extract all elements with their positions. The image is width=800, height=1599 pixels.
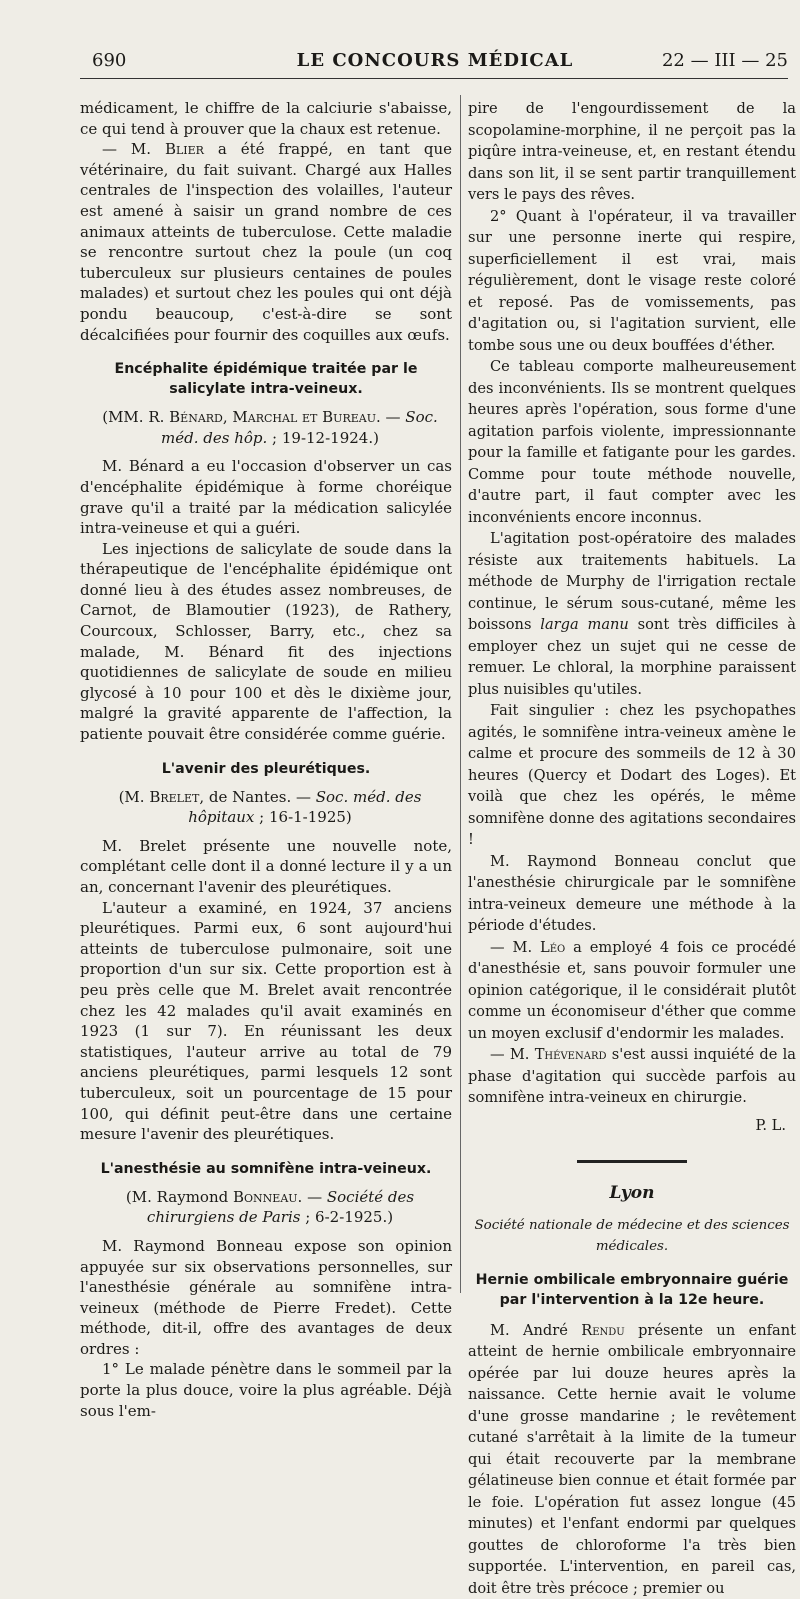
running-header <box>80 50 790 76</box>
author-name: Rendu <box>581 1322 624 1339</box>
header-rule <box>80 78 788 79</box>
journal-title: LE CONCOURS MÉDICAL <box>80 50 790 71</box>
section-heading: L'avenir des pleurétiques. <box>80 759 452 779</box>
society-name: Société nationale de médecine et des sciences médicales. <box>468 1215 796 1258</box>
paragraph: médicament, le chiffre de la calciurie s'abaisse, ce qui tend à prouver que la chaux est retenue. <box>80 98 452 139</box>
reference: (M. Raymond Bonneau. — Société des chirurgiens de Paris ; 6-2-1925.) <box>80 1187 452 1228</box>
paragraph: Fait singulier : chez les psychopathes agités, le somnifène intra-veineux amène le calme et procure des sommeils de 12 à 30 heures (Quercy et Dodart des Loges). Et voilà que chez les opérés, le même somnifène donne des agitations secondaires ! <box>468 700 796 851</box>
paragraph: Les injections de salicylate de soude dans la thérapeutique de l'encéphalite épidémique ont donné lieu à des études assez nombreuses, de Carnot, de Blamoutier (1923), de Rathery, Courcoux, Schlosser, Barry, etc., chez sa malade, M. Bénard fit des injections quotidiennes de salicylate de soude en milieu glycosé à 10 pour 100 et dès le dixième jour, malgré la gravité apparente de l'affection, la patiente pouvait être considérée comme guérie. <box>80 539 452 745</box>
section-separator <box>577 1160 687 1163</box>
paragraph: 1° Le malade pénètre dans le sommeil par la porte la plus douce, voire la plus agréable. Déjà sous l'em- <box>80 1359 452 1421</box>
paragraph: M. Bénard a eu l'occasion d'observer un cas d'encéphalite épidémique à forme choréique grave qu'il a traité par la médication salicylée intra-veineuse et qui a guéri. <box>80 456 452 538</box>
page-number: 690 <box>92 50 126 71</box>
section-heading: L'anesthésie au somnifène intra-veineux. <box>80 1159 452 1179</box>
section-heading: Hernie ombilicale embryonnaire guérie par l'intervention à la 12e heure. <box>468 1270 796 1310</box>
author-name: Léo <box>540 939 565 956</box>
author-name: Blier <box>165 140 204 158</box>
paragraph: — M. Léo a employé 4 fois ce procédé d'anesthésie et, sans pouvoir formuler une opinion catégorique, il le considérait plutôt comme un économiseur d'éther que comme un moyen exclusif d'endormir les malades. <box>468 937 796 1045</box>
paragraph: pire de l'engourdissement de la scopolamine-morphine, il ne perçoit pas la piqûre intra-veineuse, et, en restant étendu dans son lit, il se sent partir tranquillement vers le pays des rêves. <box>468 98 796 206</box>
signature: P. L. <box>468 1115 786 1137</box>
paragraph: M. Raymond Bonneau conclut que l'anesthésie chirurgicale par le somnifène intra-veineux demeure une méthode à la période d'études. <box>468 851 796 937</box>
right-column <box>468 98 796 1599</box>
paragraph: L'agitation post-opératoire des malades résiste aux traitements habituels. La méthode de Murphy de l'irrigation rectale continue, le sérum sous-cutané, même les boissons larga manu sont très difficiles à employer chez un sujet qui ne cesse de remuer. Le chloral, la morphine paraissent plus nuisibles qu'utiles. <box>468 528 796 700</box>
paragraph: — M. Thévenard s'est aussi inquiété de la phase d'agitation qui succède parfois au somnifène intra-veineux en chirurgie. <box>468 1044 796 1109</box>
left-column <box>80 98 452 1421</box>
city-heading: Lyon <box>468 1183 796 1205</box>
paragraph: 2° Quant à l'opérateur, il va travailler sur une personne inerte qui respire, superficiellement il est vrai, mais régulièrement, dont le visage reste coloré et reposé. Pas de vomissements, pas d'agitation ou, si l'agitation survient, elle tombe sous une ou deux bouffées d'éther. <box>468 206 796 357</box>
column-divider <box>460 95 461 1293</box>
paragraph: M. Brelet présente une nouvelle note, complétant celle dont il a donné lecture il y a un an, concernant l'avenir des pleurétiques. <box>80 836 452 898</box>
paragraph: M. André Rendu présente un enfant atteint de hernie ombilicale embryonnaire opérée par lui douze heures après la naissance. Cette hernie avait le volume d'une grosse mandarine ; le revêtement cutané s'arrêtait à la limite de la tumeur qui était recouverte par la membrane gélatineuse bien connue et était formée par le foie. L'opération fut assez longue (45 minutes) et l'enfant endormi par quelques gouttes de chloroforme l'a très bien supportée. L'intervention, en pareil cas, doit être très précoce ; premier ou <box>468 1320 796 1599</box>
section-heading: Encéphalite épidémique traitée par le salicylate intra-veineux. <box>80 359 452 399</box>
paragraph: L'auteur a examiné, en 1924, 37 anciens pleurétiques. Parmi eux, 6 sont aujourd'hui atteints de tuberculose pulmonaire, soit une proportion d'un sur six. Cette proportion est à peu près celle que M. Brelet avait rencontrée chez les 42 malades qu'il avait examinés en 1923 (1 sur 7). En réunissant les deux statistiques, l'auteur arrive au total de 79 anciens pleurétiques, parmi lesquels 12 sont tuberculeux, soit un pourcentage de 15 pour 100, qui définit peut-être dans une certaine mesure l'avenir des pleurétiques. <box>80 898 452 1145</box>
issue-date: 22 — III — 25 <box>662 50 788 71</box>
reference: (MM. R. Bénard, Marchal et Bureau. — Soc. méd. des hôp. ; 19-12-1924.) <box>80 407 452 448</box>
paragraph: — M. Blier a été frappé, en tant que vétérinaire, du fait suivant. Chargé aux Halles centrales de l'inspection des volailles, l'auteur est amené à saisir un grand nombre de ces animaux atteints de tuberculose. Cette maladie se rencontre surtout chez la poule (un coq tuberculeux sur plusieurs centaines de poules malades) et surtout chez les poules qui ont déjà pondu beaucoup, c'est-à-dire se sont décalcifiées pour fournir des coquilles aux œufs. <box>80 139 452 345</box>
paragraph: Ce tableau comporte malheureusement des inconvénients. Ils se montrent quelques heures après l'opération, sous forme d'une agitation parfois violente, impressionnante pour la famille et fatigante pour les gardes. Comme pour toute méthode nouvelle, d'autre part, il faut compter avec les inconvénients encore inconnus. <box>468 356 796 528</box>
author-name: Thévenard <box>535 1046 607 1063</box>
reference: (M. Brelet, de Nantes. — Soc. méd. des hôpitaux ; 16-1-1925) <box>80 787 452 828</box>
paragraph: M. Raymond Bonneau expose son opinion appuyée sur six observations personnelles, sur l'anesthésie générale au somnifène intra-veineux (méthode de Pierre Fredet). Cette méthode, dit-il, offre des avantages de deux ordres : <box>80 1236 452 1360</box>
